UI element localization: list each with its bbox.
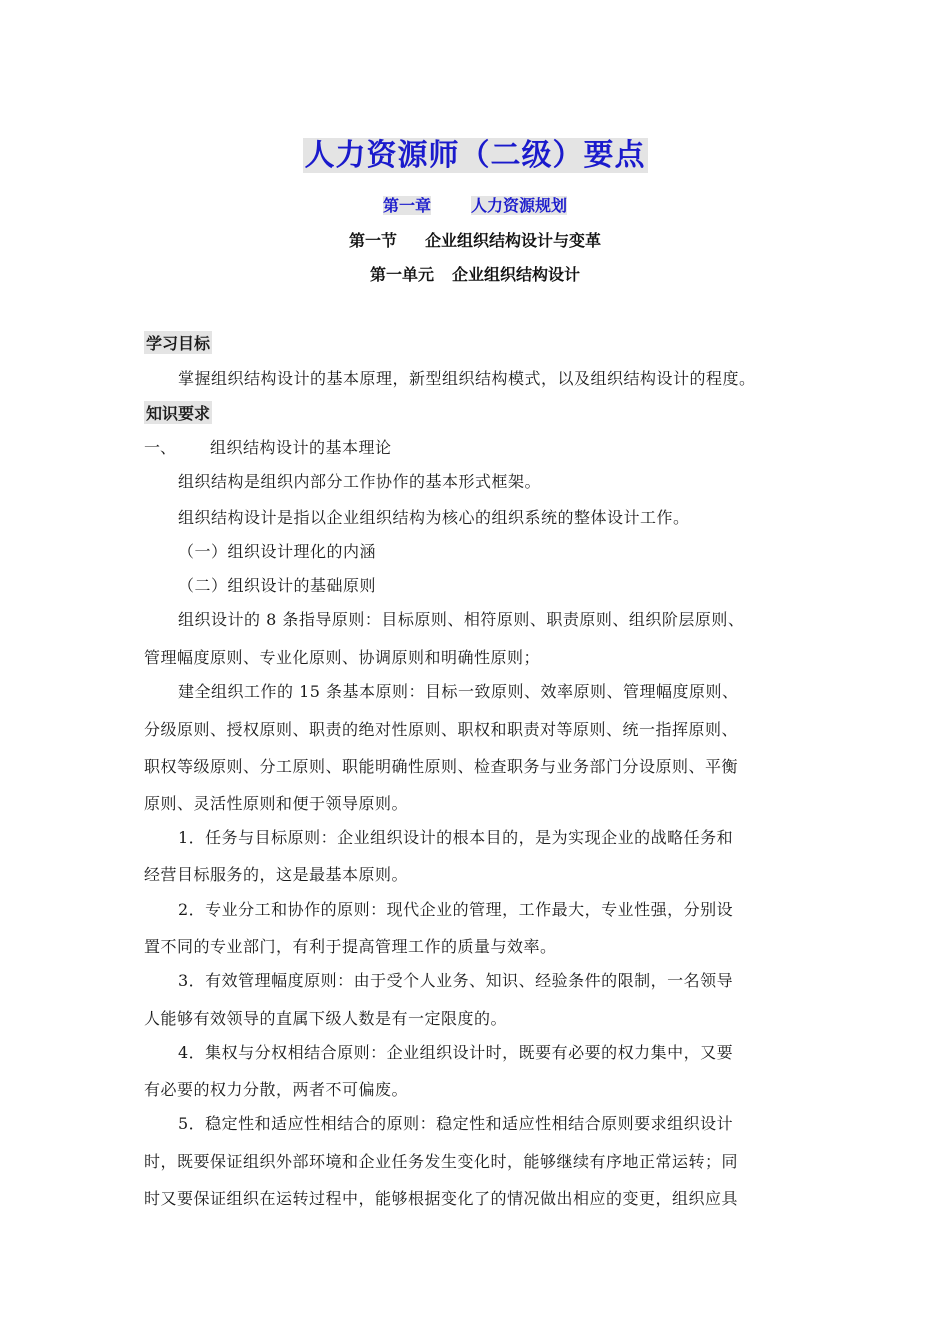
section-heading: 第一节 企业组织结构设计与变革 [348, 231, 602, 250]
paragraph-line: 分级原则、授权原则、职责的绝对性原则、职权和职责对等原则、统一指挥原则、 [144, 720, 739, 739]
paragraph-line: 职权等级原则、分工原则、职能明确性原则、检查职务与业务部门分设原则、平衡 [144, 757, 739, 776]
enum-text: 组织结构设计的基本理论 [210, 438, 392, 457]
paragraph-line: 时，既要保证组织外部环境和企业任务发生变化时，能够继续有序地正常运转；同 [144, 1152, 739, 1171]
paragraph-line: 3．有效管理幅度原则：由于受个人业务、知识、经验条件的限制，一名领导 [178, 971, 734, 990]
paragraph-line: 5．稳定性和适应性相结合的原则：稳定性和适应性相结合原则要求组织设计 [178, 1114, 734, 1133]
document-title: 人力资源师（二级）要点 [304, 138, 646, 173]
paragraph-line: 1．任务与目标原则：企业组织设计的根本目的，是为实现企业的战略任务和 [178, 828, 734, 847]
paragraph-line: 有必要的权力分散，两者不可偏废。 [144, 1080, 409, 1099]
paragraph-line: 2．专业分工和协作的原则：现代企业的管理，工作最大，专业性强，分别设 [178, 900, 734, 919]
subheading: （二）组织设计的基础原则 [178, 576, 377, 595]
learning-goal-heading: 学习目标 [144, 331, 212, 354]
paragraph-line: 4．集权与分权相结合原则：企业组织设计时，既要有必要的权力集中，又要 [178, 1043, 734, 1062]
paragraph-line: 建全组织工作的 15 条基本原则：目标一致原则、效率原则、管理幅度原则、 [178, 682, 739, 701]
unit-heading: 第一单元 企业组织结构设计 [369, 265, 581, 284]
subheading: （一）组织设计理化的内涵 [178, 542, 377, 561]
paragraph: 组织结构是组织内部分工作协作的基本形式框架。 [178, 472, 542, 491]
paragraph-line: 原则、灵活性原则和便于领导原则。 [144, 794, 409, 813]
paragraph-line: 组织设计的 8 条指导原则：目标原则、相符原则、职责原则、组织阶层原则、 [178, 610, 745, 629]
paragraph-line: 管理幅度原则、专业化原则、协调原则和明确性原则； [144, 648, 541, 667]
paragraph-line: 人能够有效领导的直属下级人数是有一定限度的。 [144, 1009, 508, 1028]
paragraph-line: 经营目标服务的，这是最基本原则。 [144, 865, 409, 884]
learning-goal-text: 掌握组织结构设计的基本原理，新型组织结构模式，以及组织结构设计的程度。 [178, 369, 756, 388]
enum-number: 一、 [144, 438, 177, 457]
enum-item-1 [144, 435, 392, 458]
paragraph-line: 时又要保证组织在运转过程中，能够根据变化了的情况做出相应的变更，组织应具 [144, 1189, 739, 1208]
knowledge-heading: 知识要求 [144, 401, 212, 424]
paragraph-line: 置不同的专业部门，有利于提高管理工作的质量与效率。 [144, 937, 557, 956]
chapter-heading: 第一章 人力资源规划 [382, 196, 568, 215]
paragraph: 组织结构设计是指以企业组织结构为核心的组织系统的整体设计工作。 [178, 508, 690, 527]
